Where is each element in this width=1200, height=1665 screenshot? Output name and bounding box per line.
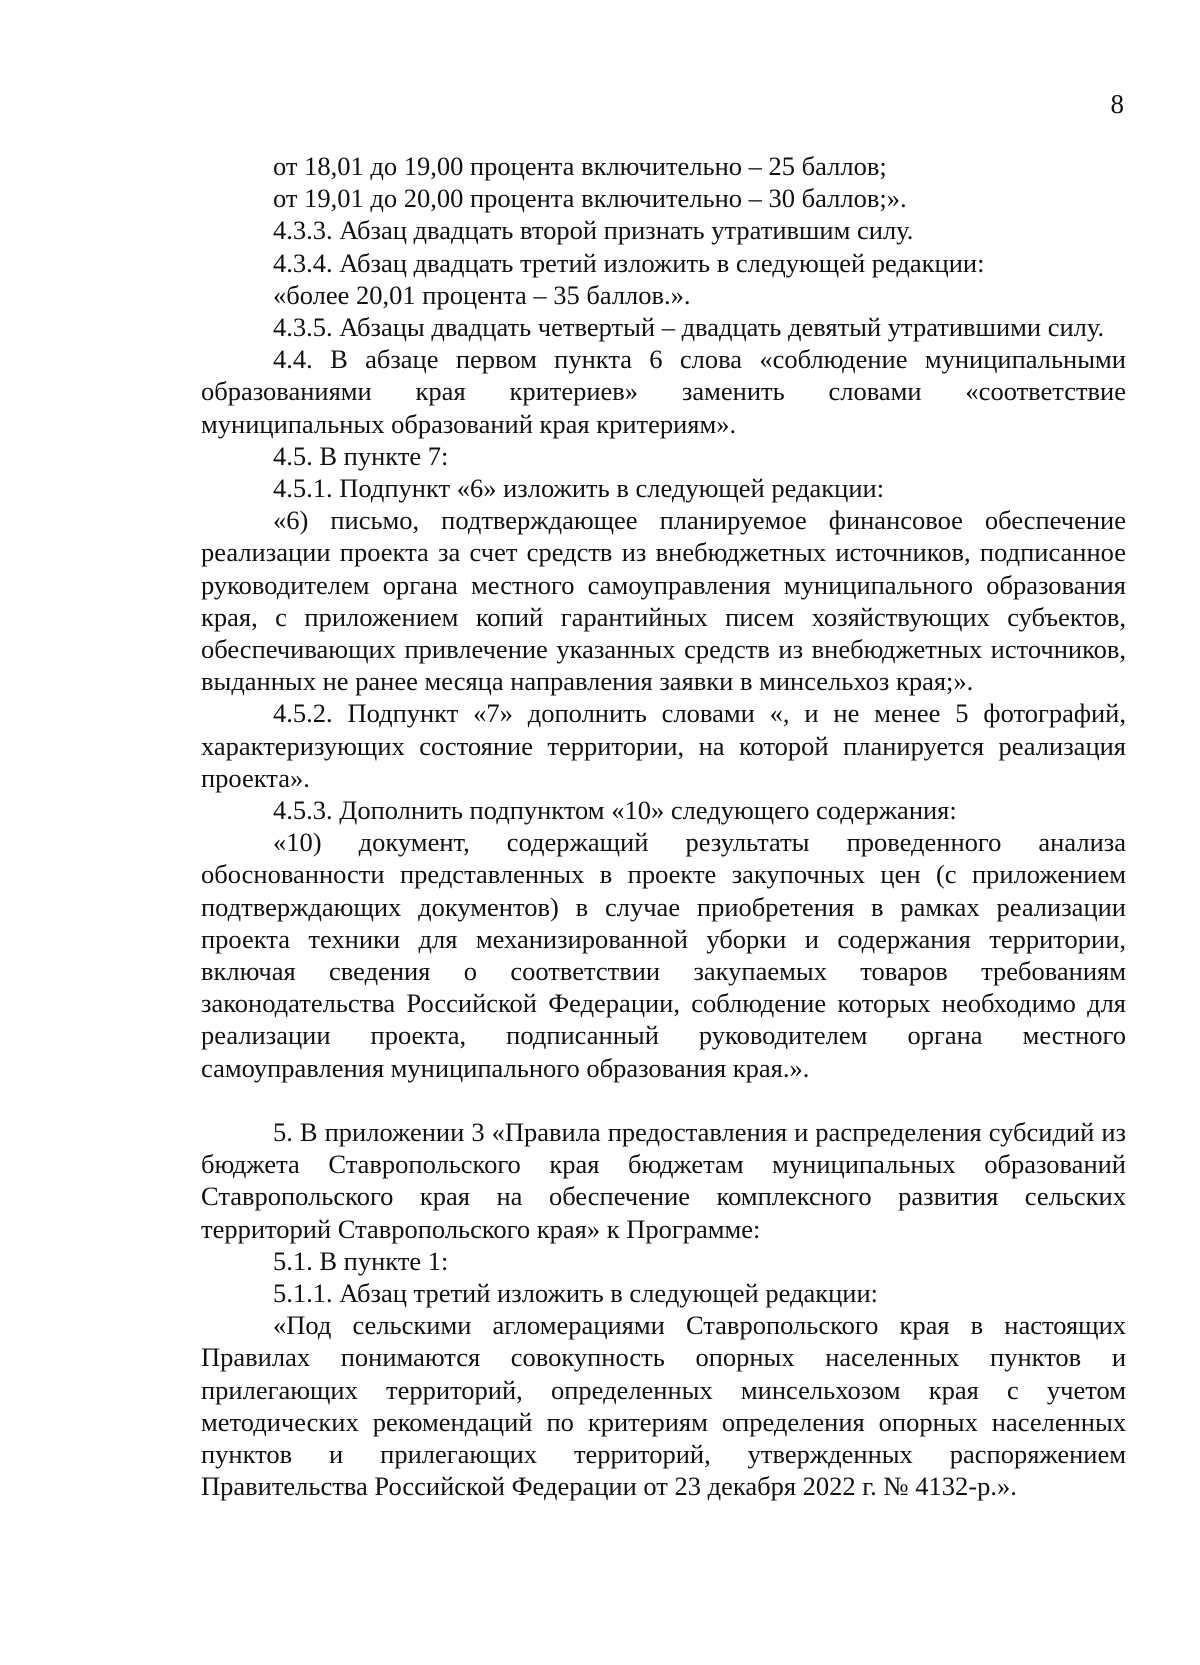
section-gap — [201, 1084, 1126, 1116]
document-body — [201, 150, 1126, 1502]
paragraph: 4.5.3. Дополнить подпунктом «10» следующего содержания: — [273, 795, 957, 826]
page-number: 8 — [1110, 89, 1124, 119]
paragraph: 4.3.4. Абзац двадцать третий изложить в следующей редакции: — [273, 247, 985, 278]
paragraph: «Под сельскими агломерациями Ставропольского края в настоящих Правилах понимаются совокупность опорных населенных пунктов и прилегающих территорий, определенных минсельхозом края с учетом методических рекомендаций по критериям определения опорных населенных пунктов и прилегающих территорий, утвержденных распоряжением Правительства Российской Федерации от 23 декабря 2022 г. № 4132-р.». — [201, 1310, 1126, 1502]
paragraph: 4.5. В пункте 7: — [273, 440, 449, 471]
paragraph: 4.3.3. Абзац двадцать второй признать утратившим силу. — [273, 215, 914, 246]
paragraph: 5. В приложении 3 «Правила предоставления и распределения субсидий из бюджета Ставропольского края бюджетам муниципальных образований Ставропольского края на обеспечение комплексного развития сельских территорий Ставропольского края» к Программе: — [201, 1116, 1126, 1244]
paragraph: от 19,01 до 20,00 процента включительно – 30 баллов;». — [273, 183, 907, 214]
paragraph: 4.4. В абзаце первом пункта 6 слова «соблюдение муниципальными образованиями края критериев» заменить словами «соответствие муниципальных образований края критериям». — [201, 344, 1126, 439]
paragraph: 4.3.5. Абзацы двадцать четвертый – двадцать девятый утратившими силу. — [273, 312, 1105, 343]
paragraph: «более 20,01 процента – 35 баллов.». — [273, 279, 691, 310]
paragraph: 5.1.1. Абзац третий изложить в следующей редакции: — [273, 1277, 879, 1308]
paragraph: «10) документ, содержащий результаты проведенного анализа обоснованности представленных в проекте закупочных цен (с приложением подтверждающих документов) в случае приобретения в рамках реализации проекта техники для механизированной уборки и содержания территории, включая сведения о соответствии закупаемых товаров требованиям законодательства Российской Федерации, соблюдение которых необходимо для реализации проекта, подписанный руководителем органа местного самоуправления муниципального образования края.». — [201, 827, 1126, 1083]
paragraph: 4.5.1. Подпункт «6» изложить в следующей редакции: — [273, 473, 885, 504]
paragraph: 4.5.2. Подпункт «7» дополнить словами «, и не менее 5 фотографий, характеризующих состояние территории, на которой планируется реализация проекта». — [201, 698, 1126, 793]
paragraph: от 18,01 до 19,00 процента включительно – 25 баллов; — [273, 151, 887, 181]
paragraph: «6) письмо, подтверждающее планируемое финансовое обеспечение реализации проекта за счет средств из внебюджетных источников, подписанное руководителем органа местного самоуправления муниципального образования края, с приложением копий гарантийных писем хозяйствующих субъектов, обеспечивающих привлечение указанных средств из внебюджетных источников, выданных не ранее месяца направления заявки в минсельхоз края;». — [201, 505, 1126, 697]
paragraph: 5.1. В пункте 1: — [273, 1245, 449, 1276]
